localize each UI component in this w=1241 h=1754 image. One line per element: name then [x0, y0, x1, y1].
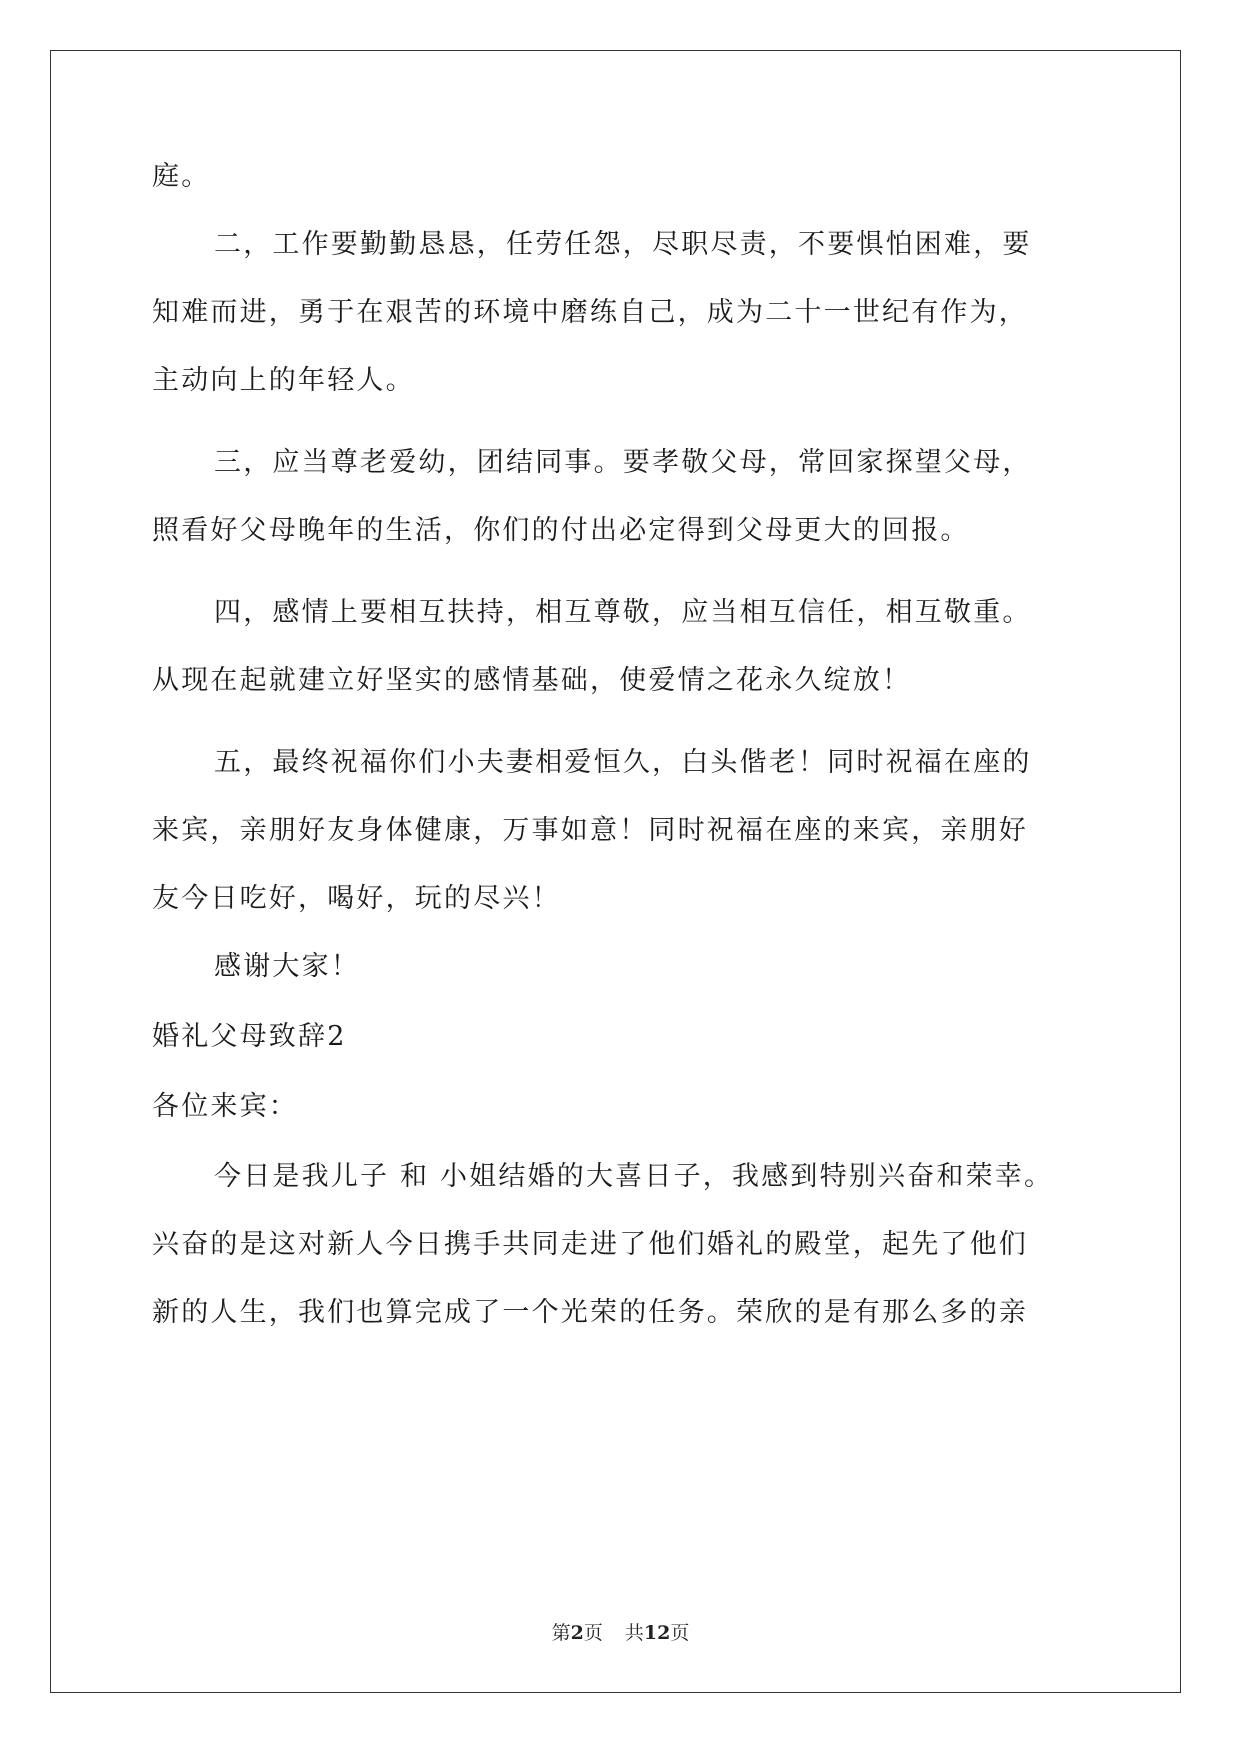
text-line: 兴奋的是这对新人今日携手共同走进了他们婚礼的殿堂，起先了他们: [152, 1229, 1028, 1260]
text-line: 来宾，亲朋好友身体健康，万事如意！同时祝福在座的来宾，亲朋好: [152, 815, 1028, 846]
text-line: 主动向上的年轻人。: [152, 365, 415, 396]
text-line: 从现在起就建立好坚实的感情基础，使爱情之花永久绽放！: [152, 665, 912, 696]
page-footer: [0, 1618, 1241, 1645]
section-heading: 婚礼父母致辞2: [152, 1021, 347, 1052]
paragraph-line: 感谢大家！: [214, 951, 360, 982]
paragraph-line: 四，感情上要相互扶持，相互尊敬，应当相互信任，相互敬重。: [214, 597, 1032, 628]
text-line: 知难而进，勇于在艰苦的环境中磨练自己，成为二十一世纪有作为，: [152, 297, 1028, 328]
salutation: 各位来宾：: [152, 1091, 298, 1122]
text-line: 照看好父母晚年的生活，你们的付出必定得到父母更大的回报。: [152, 515, 970, 546]
text-line: 新的人生，我们也算完成了一个光荣的任务。荣欣的是有那么多的亲: [152, 1297, 1028, 1328]
text-line: 庭。: [152, 161, 211, 192]
paragraph-line: 三，应当尊老爱幼，团结同事。要孝敬父母，常回家探望父母，: [214, 447, 1032, 478]
text-line: 友今日吃好，喝好，玩的尽兴！: [152, 883, 561, 914]
paragraph-line: 五，最终祝福你们小夫妻相爱恒久，白头偕老！同时祝福在座的: [214, 747, 1032, 778]
page-total: 共12页: [624, 1622, 690, 1644]
page-number: 第2页: [551, 1622, 603, 1644]
paragraph-line: 二，工作要勤勤恳恳，任劳任怨，尽职尽责，不要惧怕困难，要: [214, 229, 1032, 260]
paragraph-line: 今日是我儿子 和 小姐结婚的大喜日子，我感到特别兴奋和荣幸。: [214, 1161, 1054, 1192]
